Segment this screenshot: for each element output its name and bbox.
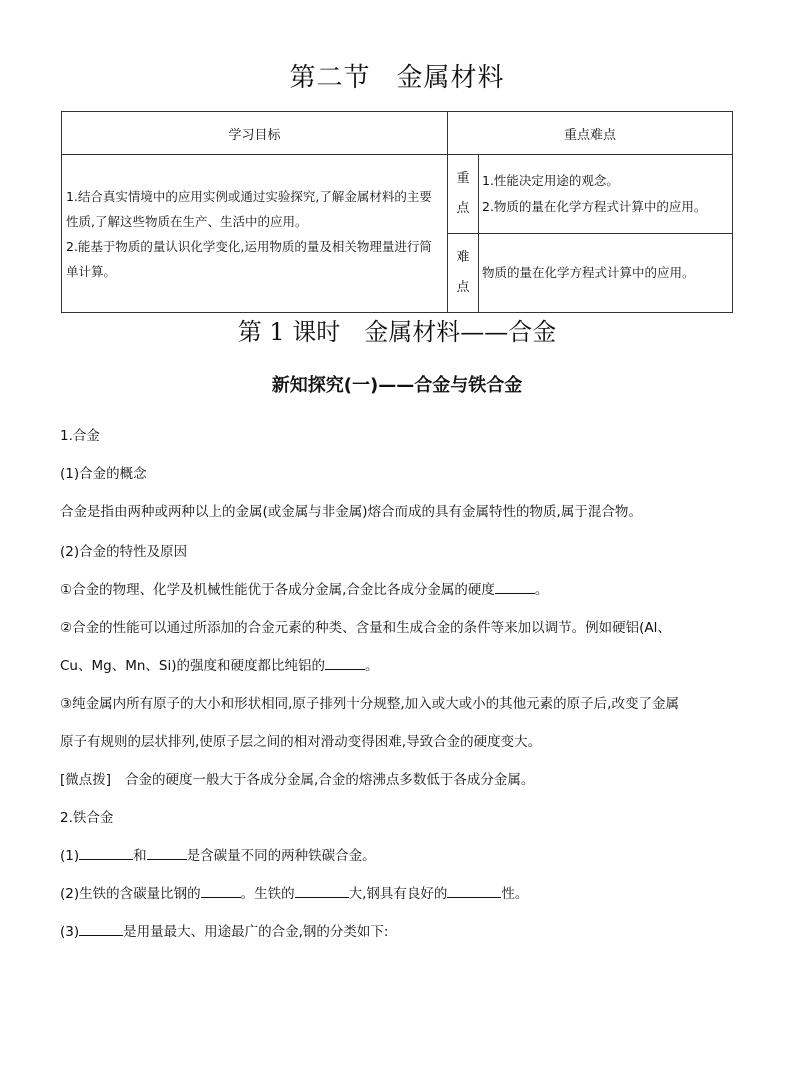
goals-table	[61, 111, 733, 313]
page-title	[0, 57, 794, 94]
heading-alloy: 1.合金	[60, 428, 100, 444]
property-3-line-2: 原子有规则的层状排列,使原子层之间的相对滑动变得困难,导致合金的硬度变大。	[60, 734, 542, 750]
tip-note	[60, 768, 534, 788]
answer-blank[interactable]	[201, 885, 241, 898]
heading-alloy-properties: (2)合金的特性及原因	[60, 544, 188, 560]
lesson-name: 金属材料——合金	[364, 318, 557, 346]
key-point-2: 2.物质的量在化学方程式计算中的应用。	[482, 199, 707, 214]
answer-blank[interactable]	[147, 847, 187, 860]
key-tag: 重 点	[448, 155, 479, 234]
heading-iron-alloy: 2.铁合金	[60, 810, 114, 826]
key-point-1: 1.性能决定用途的观念。	[482, 173, 619, 188]
answer-blank[interactable]	[447, 885, 501, 898]
property-1: ①合金的物理、化学及机械性能优于各成分金属,合金比各成分金属的硬度 。	[60, 582, 549, 598]
answer-blank[interactable]	[79, 847, 133, 860]
section-number: 第二节	[289, 63, 371, 93]
alloy-definition: 合金是指由两种或两种以上的金属(或金属与非金属)熔合而成的具有金属特性的物质,属于混合物。	[60, 504, 642, 520]
tip-label: [微点拨]	[60, 772, 112, 788]
key-points-cell	[479, 155, 733, 234]
goal-item-2: 2.能基于物质的量认识化学变化,运用物质的量及相关物理量进行简单计算。	[66, 238, 432, 279]
lesson-number: 第 1 课时	[237, 318, 341, 346]
heading-alloy-concept: (1)合金的概念	[60, 466, 147, 482]
lesson-title	[0, 312, 794, 347]
answer-blank[interactable]	[325, 657, 365, 670]
difficulty-cell: 物质的量在化学方程式计算中的应用。	[479, 234, 733, 313]
difficulty-tag: 难 点	[448, 234, 479, 313]
goals-header: 学习目标	[62, 112, 448, 155]
section-name: 金属材料	[396, 63, 505, 93]
tip-text: 合金的硬度一般大于各成分金属,合金的熔沸点多数低于各成分金属。	[125, 772, 535, 788]
goal-item-1: 1.结合真实情境中的应用实例或通过实验探究,了解金属材料的主要性质,了解这些物质在生产、生活中的应用。	[66, 188, 432, 229]
answer-blank[interactable]	[495, 581, 535, 594]
property-2-line-1: ②合金的性能可以通过所添加的合金元素的种类、含量和生成合金的条件等来加以调节。例如硬铝(Al、	[60, 620, 671, 636]
section-heading: 新知探究(一)——合金与铁合金	[271, 375, 523, 396]
answer-blank[interactable]	[295, 885, 349, 898]
question-1: (1) 和 是含碳量不同的两种铁碳合金。	[60, 848, 376, 864]
question-3: (3) 是用量最大、用途最广的合金,钢的分类如下:	[60, 924, 389, 940]
answer-blank[interactable]	[79, 923, 123, 936]
question-2: (2)生铁的含碳量比钢的 。生铁的 大,钢具有良好的 性。	[60, 886, 529, 902]
goals-cell	[62, 155, 448, 313]
property-3-line-1: ③纯金属内所有原子的大小和形状相同,原子排列十分规整,加入或大或小的其他元素的原子后,改变了金属	[60, 696, 679, 712]
key-points-header: 重点难点	[448, 112, 733, 155]
property-2-line-2: Cu、Mg、Mn、Si)的强度和硬度都比纯铝的 。	[60, 658, 379, 674]
